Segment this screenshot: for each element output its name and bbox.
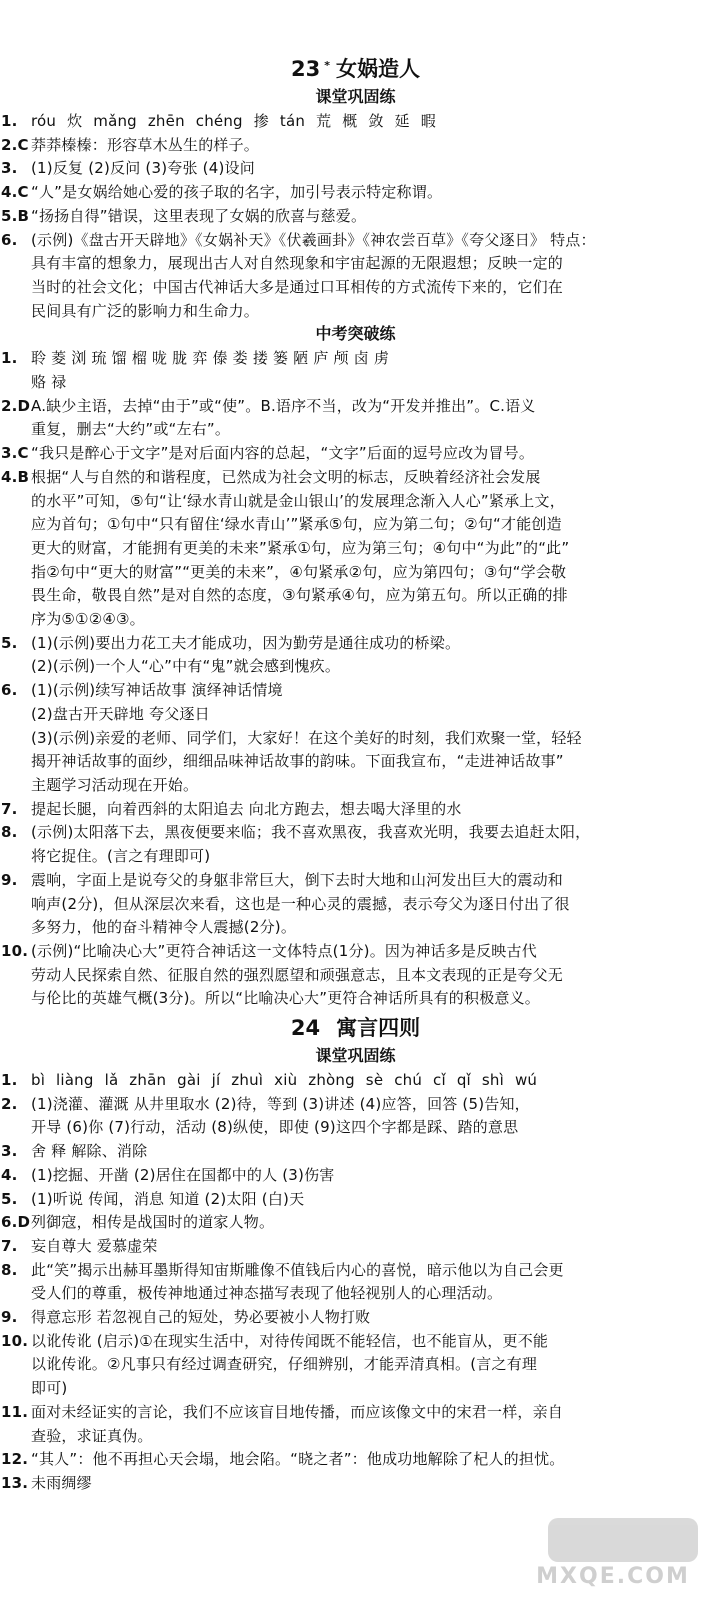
answer-line: 以讹传讹。②凡事只有经过调查研究，仔细辨别，才能弄清真相。(言之有理	[31, 1355, 538, 1374]
answer-number: 3.	[1, 159, 18, 178]
answer-line: 将它捉住。(言之有理即可)	[31, 847, 211, 866]
answer-item	[0, 1140, 711, 1164]
answer-line: 响声(2分)，但从深层次来看，这也是一种心灵的震撼，表示夸父为逐日付出了很	[31, 894, 570, 913]
answer-item	[0, 1472, 711, 1496]
answer-line: 开导 (6)你 (7)行动，活动 (8)纵使，即使 (9)这四个字都是踩、踏的意思	[31, 1118, 519, 1137]
answer-item	[0, 181, 711, 205]
answer-item	[0, 347, 711, 394]
answer-line: 受人们的尊重，极传神地通过神态描写表现了他轻视别人的心理活动。	[31, 1284, 503, 1303]
answer-number: 1.	[1, 1071, 18, 1090]
answer-line: 聆 菱 浏 琉 馏 榴 咙 胧 弈 傣 娄 搂 篓 陋 庐 颅 卤 虏	[31, 349, 390, 368]
answer-line: “我只是醉心于文字”是对后面内容的总起，“文字”后面的逗号应改为冒号。	[31, 444, 535, 463]
answer-line: 莽莽榛榛：形容草木丛生的样子。	[31, 135, 260, 154]
answer-item	[0, 679, 711, 798]
answer-item	[0, 110, 711, 134]
answer-number: 5.	[1, 1189, 18, 1208]
answer-item	[0, 798, 711, 822]
answer-item	[0, 466, 711, 632]
answer-number: 13.	[1, 1473, 29, 1492]
answer-line: (1)反复 (2)反问 (3)夸张 (4)设问	[31, 159, 255, 178]
answer-item	[0, 632, 711, 679]
answer-number: 5.	[1, 633, 18, 652]
answer-line: 得意忘形 若忽视自己的短处，势必要被小人物打败	[31, 1308, 371, 1327]
answer-line: (2)盘古开天辟地 夸父逐日	[31, 704, 210, 723]
answer-number: 7.	[1, 799, 18, 818]
answer-line: 当时的社会文化；中国古代神话大多是通过口耳相传的方式流传下来的，它们在	[31, 277, 564, 296]
lesson-number: 24	[290, 1016, 321, 1041]
answer-line: (示例)“比喻决心大”更符合神话这一文体特点(1分)。因为神话多是反映古代	[31, 941, 537, 960]
answer-item	[0, 869, 711, 940]
answer-line: 序为⑤①②④③。	[31, 610, 145, 629]
answer-line: 具有丰富的想象力，展现出古人对自然现象和宇宙起源的无限遐想；反映一定的	[31, 254, 564, 273]
answer-item	[0, 1448, 711, 1472]
lesson-title-text: 寓言四则	[336, 1016, 421, 1041]
answer-line: 劳动人民探索自然、征服自然的强烈愿望和顽强意志，且本文表现的正是夸父无	[31, 965, 564, 984]
lesson-title	[0, 56, 711, 86]
answer-item	[0, 134, 711, 158]
answer-line: “人”是女娲给她心爱的孩子取的名字，加引号表示特定称谓。	[31, 183, 443, 202]
answer-number: 2.	[1, 1094, 18, 1113]
answer-line: 妄自尊大 爱慕虚荣	[31, 1236, 158, 1255]
answer-line: 即可)	[31, 1379, 68, 1398]
answer-line: (2)(示例)一个人“心”中有“鬼”就会感到愧疚。	[31, 657, 341, 676]
answer-item	[0, 1069, 711, 1093]
answer-line: (1)(示例)续写神话故事 演绎神话情境	[31, 681, 283, 700]
lesson-number: 23	[291, 57, 321, 81]
answer-item	[0, 395, 711, 442]
answer-item	[0, 157, 711, 181]
answer-line: 提起长腿，向着西斜的太阳追去 向北方跑去，想去喝大泽里的水	[31, 799, 462, 818]
answer-number: 2.C	[1, 135, 29, 154]
watermark	[518, 1518, 708, 1596]
answer-line: 揭开神话故事的面纱，细细品味神话故事的韵味。下面我宣布，“走进神话故事”	[31, 752, 564, 771]
answer-line: 重复，删去“大约”或“左右”。	[31, 420, 231, 439]
answer-number: 9.	[1, 870, 18, 889]
lesson-mark: *	[324, 59, 330, 72]
watermark-text: MXQE.COM	[536, 1564, 690, 1589]
answer-item	[0, 1188, 711, 1212]
answer-item	[0, 1306, 711, 1330]
answer-number: 4.	[1, 1165, 18, 1184]
answer-item	[0, 1211, 711, 1235]
answer-number: 3.	[1, 1142, 18, 1161]
answer-number: 1.	[1, 112, 18, 130]
answer-line: 民间具有广泛的影响力和生命力。	[31, 301, 260, 320]
answer-line: 根据“人与自然的和谐程度，已然成为社会文明的标志，反映着经济社会发展	[31, 467, 541, 486]
answer-line: 列御寇，相传是战国时的道家人物。	[31, 1213, 275, 1232]
answer-item	[0, 205, 711, 229]
answer-number: 8.	[1, 823, 18, 842]
answer-line: (示例)《盘古开天辟地》《女娲补天》《伏羲画卦》《神农尝百草》《夸父逐日》 特点：	[31, 230, 596, 249]
answer-number: 11.	[1, 1402, 29, 1421]
page-content	[0, 56, 711, 1496]
answer-item	[0, 442, 711, 466]
answer-line: 更大的财富，才能拥有更美的未来”紧承①句，应为第三句；④句中“为此”的“此”	[31, 538, 570, 557]
answer-line: 舍 释 解除、消除	[31, 1142, 148, 1161]
lesson-title	[0, 1015, 711, 1045]
answer-number: 2.D	[1, 396, 31, 415]
answer-line: 主题学习活动现在开始。	[31, 775, 199, 794]
answer-line: 指②句中“更大的财富”“更美的未来”，④句紧承②句，应为第四句；③句“学会敬	[31, 562, 567, 581]
answer-item	[0, 821, 711, 868]
answer-number: 4.C	[1, 183, 29, 202]
answer-item	[0, 1330, 711, 1401]
answer-line: “其人”：他不再担心天会塌，地会陷。“晓之者”：他成功地解除了杞人的担忧。	[31, 1450, 565, 1469]
answer-item	[0, 1259, 711, 1306]
answer-item	[0, 1401, 711, 1448]
answer-line: 畏生命，敬畏自然”是对自然的态度，③句紧承④句，应为第五句。所以正确的排	[31, 586, 568, 605]
section-heading: 中考突破练	[315, 324, 396, 344]
answer-line: 以讹传讹 (启示)①在现实生活中，对待传闻既不能轻信，也不能盲从，更不能	[31, 1331, 549, 1350]
answer-number: 10.	[1, 941, 29, 960]
watermark-logo	[548, 1518, 698, 1562]
answer-line: “扬扬自得”错误，这里表现了女娲的欣喜与慈爱。	[31, 206, 367, 225]
answer-line: 多努力，他的奋斗精神令人震撼(2分)。	[31, 918, 297, 937]
answer-number: 4.B	[1, 467, 30, 486]
lesson-title-text: 女娲造人	[336, 57, 420, 81]
answer-line: 震响，字面上是说夸父的身躯非常巨大，倒下去时大地和山河发出巨大的震动和	[31, 870, 564, 889]
answer-line: róu 炊 mǎng zhēn chéng 掺 tán 荒 概 敛 延 暇	[31, 112, 436, 130]
answer-number: 1.	[1, 349, 18, 368]
answer-line: A.缺少主语，去掉“由于”或“使”。B.语序不当，改为“开发并推出”。C.语义	[31, 396, 536, 415]
answer-line: (示例)太阳落下去，黑夜便要来临；我不喜欢黑夜，我喜欢光明，我要去追赶太阳，	[31, 823, 591, 842]
answer-number: 8.	[1, 1260, 18, 1279]
answer-line: 查验，求证真伪。	[31, 1426, 153, 1445]
answer-item	[0, 1164, 711, 1188]
answer-number: 6.	[1, 681, 18, 700]
answer-number: 12.	[1, 1450, 29, 1469]
answer-line: 未雨绸缪	[31, 1473, 92, 1492]
answer-line: (1)浇灌、灌溉 从井里取水 (2)待，等到 (3)讲述 (4)应答，回答 (5)告知，	[31, 1094, 530, 1113]
answer-line: 面对未经证实的言论，我们不应该盲目地传播，而应该像文中的宋君一样，亲自	[31, 1402, 564, 1421]
answer-line: (3)(示例)亲爱的老师、同学们，大家好！在这个美好的时刻，我们欢聚一堂，轻轻	[31, 728, 582, 747]
answer-number: 5.B	[1, 206, 30, 225]
answer-line: 与伦比的英雄气概(3分)。所以“比喻决心大”更符合神话所具有的积极意义。	[31, 989, 540, 1008]
answer-line: 赂 禄	[31, 373, 67, 392]
answer-number: 10.	[1, 1331, 29, 1350]
answer-item	[0, 1093, 711, 1140]
answer-line: 应为首句；①句中“只有留住‘绿水青山’”紧承⑤句，应为第二句；②句“才能创造	[31, 515, 562, 534]
answer-line: bì liàng lǎ zhān gài jí zhuì xiù zhòng sè chú cǐ qǐ shì wú	[31, 1071, 538, 1090]
answer-item	[0, 229, 711, 324]
answer-number: 6.	[1, 230, 18, 249]
answer-number: 6.D	[1, 1213, 31, 1232]
answer-line: 的水平”可知，⑤句“让‘绿水青山就是金山银山’的发展理念渐入人心”紧承上文，	[31, 491, 565, 510]
answer-number: 7.	[1, 1236, 18, 1255]
answer-item	[0, 940, 711, 1011]
answer-number: 3.C	[1, 444, 29, 463]
section-heading: 课堂巩固练	[315, 87, 396, 106]
answer-line: (1)挖掘、开凿 (2)居住在国都中的人 (3)伤害	[31, 1165, 335, 1184]
answer-number: 9.	[1, 1308, 18, 1327]
answer-line: (1)(示例)要出力花工夫才能成功，因为勤劳是通往成功的桥梁。	[31, 633, 461, 652]
answer-item	[0, 1235, 711, 1259]
answer-line: 此“笑”揭示出赫耳墨斯得知宙斯雕像不值钱后内心的喜悦，暗示他以为自己会更	[31, 1260, 564, 1279]
answer-line: (1)听说 传闻，消息 知道 (2)太阳 (白)天	[31, 1189, 305, 1208]
section-heading: 课堂巩固练	[315, 1046, 396, 1066]
